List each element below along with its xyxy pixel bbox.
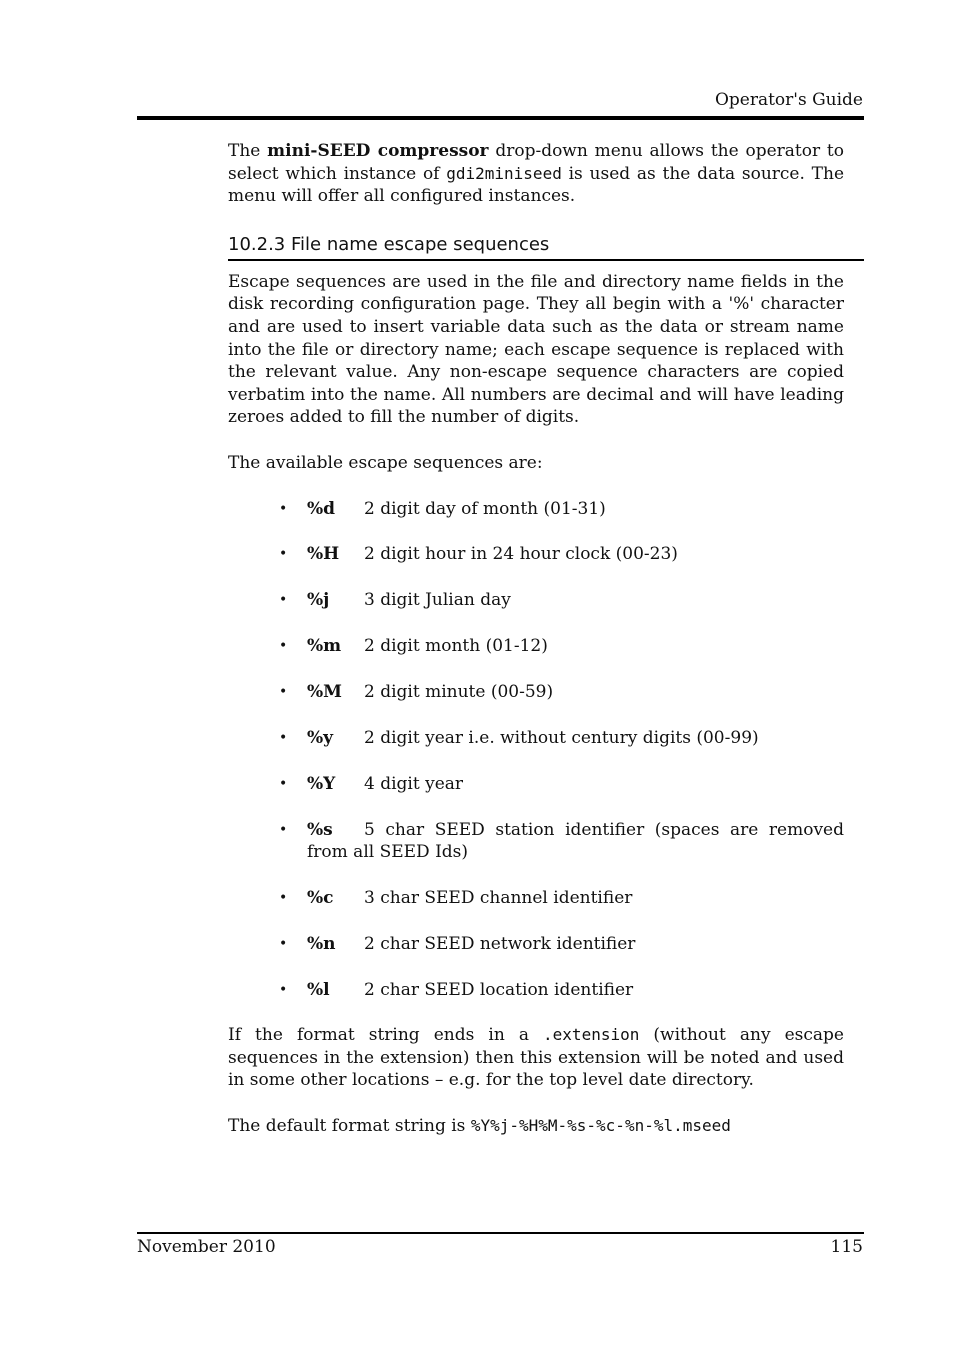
intro-text-2: drop-down menu allows the operator to select which instance of xyxy=(228,141,844,184)
intro-code: gdi2miniseed xyxy=(446,163,562,183)
sequence-description: 2 digit month (01-12) xyxy=(364,636,548,657)
list-item xyxy=(279,681,844,704)
extension-text-2: (without any escape sequences in the extension) then this extension will be noted and used in some other locations – e.g. for the top level date directory. xyxy=(228,1024,844,1091)
list-item xyxy=(279,773,844,796)
sequence-description: 2 digit year i.e. without century digits (00-99) xyxy=(364,727,759,748)
sequence-code: %n xyxy=(307,934,336,955)
bullet-icon: • xyxy=(279,546,288,563)
list-item xyxy=(279,589,844,612)
list-item xyxy=(279,819,844,864)
sequence-code: %y xyxy=(307,727,334,748)
sequence-code: %d xyxy=(307,498,336,519)
sequence-description: 4 digit year xyxy=(364,773,464,794)
bullet-icon: • xyxy=(279,500,288,517)
sequence-code: %Y xyxy=(307,773,336,794)
sequence-code: %M xyxy=(307,682,342,703)
bullet-icon: • xyxy=(279,684,288,701)
sequence-code: %m xyxy=(307,636,342,657)
intro-paragraph xyxy=(228,140,844,208)
bullet-icon: • xyxy=(279,821,288,838)
footer-rule xyxy=(137,1232,864,1234)
sequence-description: 2 digit hour in 24 hour clock (00-23) xyxy=(364,544,678,565)
list-item xyxy=(279,498,844,521)
list-item xyxy=(279,887,844,910)
sequence-description: 3 char SEED channel identifier xyxy=(364,888,633,909)
intro-bold-term: mini-SEED compressor xyxy=(267,141,489,161)
section-heading: 10.2.3 File name escape sequences xyxy=(228,233,864,261)
list-item xyxy=(279,979,844,1002)
available-sequences-intro: The available escape sequences are: xyxy=(228,452,543,473)
sequence-code: %c xyxy=(307,888,334,909)
extension-code: .extension xyxy=(543,1024,640,1044)
default-format-paragraph xyxy=(228,1115,844,1138)
bullet-icon: • xyxy=(279,982,288,999)
extension-paragraph xyxy=(228,1024,844,1092)
bullet-icon: • xyxy=(279,592,288,609)
default-format-code: %Y%j-%H%M-%s-%c-%n-%l.mseed xyxy=(470,1115,731,1135)
default-format-text: The default format string is xyxy=(228,1115,471,1136)
sequence-description: 2 char SEED network identifier xyxy=(364,934,636,955)
bullet-icon: • xyxy=(279,775,288,792)
intro-text-3: is used as the data source. The menu will offer all configured instances. xyxy=(228,163,844,207)
sequence-description: 2 digit day of month (01-31) xyxy=(364,498,606,519)
sequence-description: 3 digit Julian day xyxy=(364,590,511,611)
sequence-code: %j xyxy=(307,590,330,611)
escape-description-paragraph: Escape sequences are used in the file and directory name fields in the disk recording configuration page. They all begin with a '%' character and are used to insert variable data such as the data or stream name into the file or directory name; each escape sequence is replaced with the relevant value. Any non-escape sequence characters are copied verbatim into the name. All numbers are decimal and will have leading zeroes added to fill the number of digits. xyxy=(228,271,844,428)
sequence-description: 2 digit minute (00-59) xyxy=(364,682,554,703)
bullet-icon: • xyxy=(279,638,288,655)
list-item xyxy=(279,727,844,750)
page-body xyxy=(228,140,844,1137)
running-header: Operator's Guide xyxy=(714,90,863,110)
header-rule xyxy=(137,116,864,120)
bullet-icon: • xyxy=(279,890,288,907)
list-item xyxy=(279,933,844,956)
intro-text-1: The xyxy=(228,141,268,161)
sequence-code: %s xyxy=(307,819,333,840)
page-number: 115 xyxy=(830,1237,863,1257)
sequence-code: %l xyxy=(307,980,330,1001)
bullet-icon: • xyxy=(279,729,288,746)
sequence-description: 2 char SEED location identifier xyxy=(364,980,634,1001)
list-item xyxy=(279,543,844,566)
sequence-description: 5 char SEED station identifier (spaces are removed from all SEED Ids) xyxy=(307,819,844,863)
bullet-icon: • xyxy=(279,936,288,953)
list-item xyxy=(279,635,844,658)
extension-text-1: If the format string ends in a xyxy=(228,1024,544,1045)
escape-sequence-list xyxy=(228,498,844,1002)
footer-date: November 2010 xyxy=(137,1237,276,1257)
sequence-code: %H xyxy=(307,544,340,565)
